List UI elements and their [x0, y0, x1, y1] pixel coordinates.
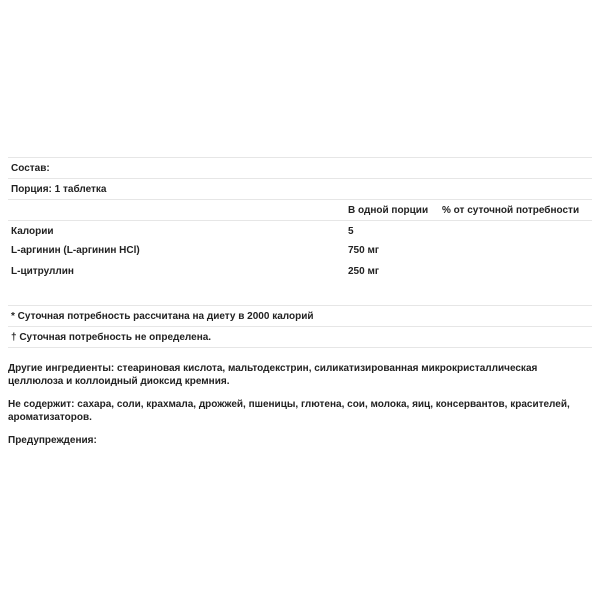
facts-title-row: [8, 157, 592, 178]
nutrient-amount: 250 мг: [348, 266, 380, 277]
free-of-list: Не содержит: сахара, соли, крахмала, дрожжей, пшеницы, глютена, сои, молока, яиц, консервантов, красителей, ароматизаторов.: [8, 399, 570, 423]
nutrient-row-arginine: [8, 241, 592, 262]
nutrient-row-calories: [8, 220, 592, 241]
footnote-row-not-established: [8, 326, 592, 347]
additional-info: [8, 362, 592, 457]
nutrient-name: L-цитруллин: [11, 266, 74, 277]
warnings-heading: Предупреждения:: [8, 435, 97, 446]
column-header-row: [8, 199, 592, 220]
footnote-row-daily-value: [8, 305, 592, 326]
facts-title: Состав:: [11, 163, 50, 174]
footnote-text: * Суточная потребность рассчитана на диету в 2000 калорий: [11, 311, 314, 322]
nutrient-row-citrulline: [8, 262, 592, 283]
nutrient-amount: 750 мг: [348, 245, 380, 256]
serving-size: Порция: 1 таблетка: [11, 184, 107, 195]
serving-size-row: [8, 178, 592, 199]
column-header-daily-value: % от суточной потребности: [442, 205, 580, 216]
other-ingredients: Другие ингредиенты: стеариновая кислота, мальтодекстрин, силикатизированная микрокристаллическая целлюлоза и коллоидный диоксид кремния.: [8, 363, 538, 387]
table-spacer: [8, 283, 592, 305]
table-bottom-divider: [8, 347, 592, 349]
column-header-per-serving: В одной порции: [348, 205, 429, 216]
nutrient-name: Калории: [11, 226, 54, 237]
nutrient-amount: 5: [348, 226, 354, 237]
supplement-facts-table: [8, 157, 592, 349]
footnote-text: † Суточная потребность не определена.: [11, 332, 212, 343]
nutrient-name: L-аргинин (L-аргинин HCl): [11, 245, 140, 256]
